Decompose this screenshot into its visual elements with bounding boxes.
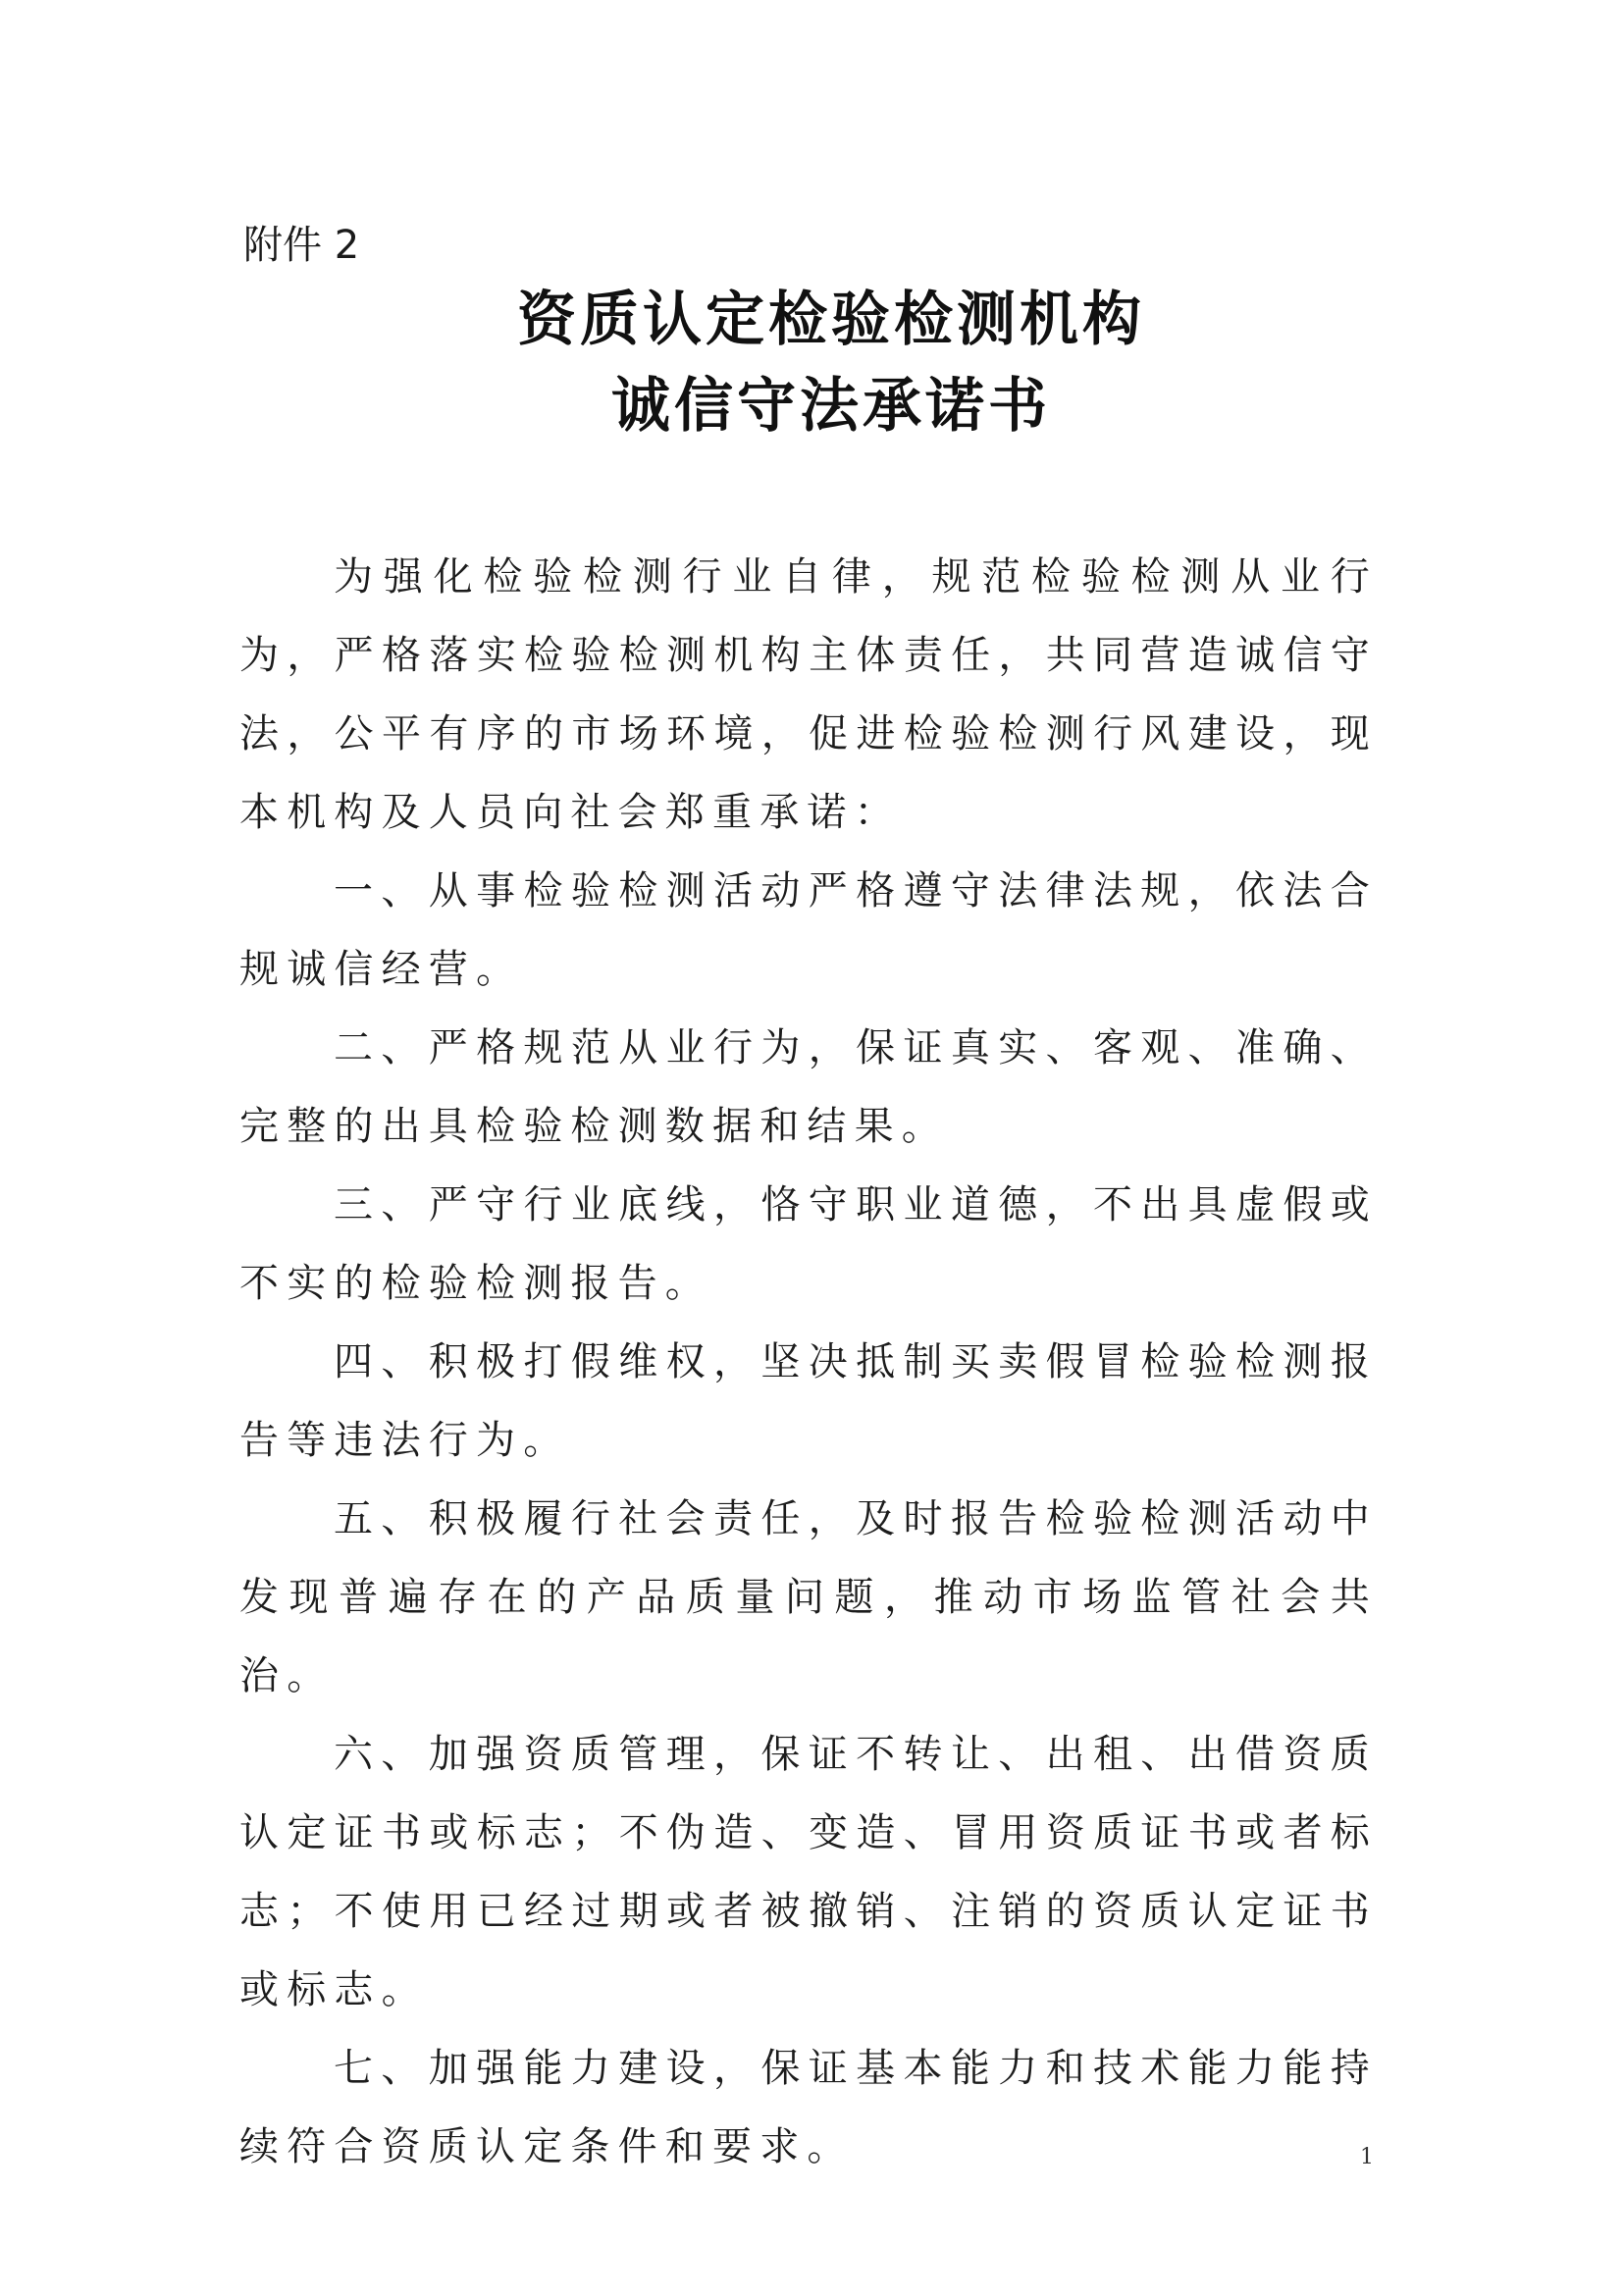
- paragraph-item-1: 一、从事检验检测活动严格遵守法律法规，依法合规诚信经营。: [239, 868, 1378, 992]
- document-body: [239, 538, 1378, 2186]
- document-title-line-1: 资质认定检验检测机构: [517, 286, 1145, 354]
- paragraph-item-4: 四、积极打假维权，坚决抵制买卖假冒检验检测报告等违法行为。: [239, 1339, 1378, 1463]
- paragraph-preamble: 为强化检验检测行业自律，规范检验检测从业行为，严格落实检验检测机构主体责任，共同营造诚信守法，公平有序的市场环境，促进检验检测行风建设，现本机构及人员向社会郑重承诺：: [239, 554, 1378, 835]
- paragraph-item-3: 三、严守行业底线，恪守职业道德，不出具虚假或不实的检验检测报告。: [239, 1182, 1378, 1306]
- document-title-line-2: 诚信守法承诺书: [611, 372, 1051, 441]
- page-number: 1: [1360, 2145, 1374, 2169]
- paragraph-item-2: 二、严格规范从业行为，保证真实、客观、准确、完整的出具检验检测数据和结果。: [239, 1025, 1378, 1149]
- paragraph-item-5: 五、积极履行社会责任，及时报告检验检测活动中发现普遍存在的产品质量问题，推动市场监管社会共治。: [239, 1496, 1378, 1698]
- paragraph-item-6: 六、加强资质管理，保证不转让、出租、出借资质认定证书或标志；不伪造、变造、冒用资质证书或者标志；不使用已经过期或者被撤销、注销的资质认定证书或标志。: [239, 1732, 1378, 2012]
- paragraph-item-7: 七、加强能力建设，保证基本能力和技术能力能持续符合资质认定条件和要求。: [239, 2046, 1378, 2169]
- attachment-label: 附件 2: [243, 223, 360, 268]
